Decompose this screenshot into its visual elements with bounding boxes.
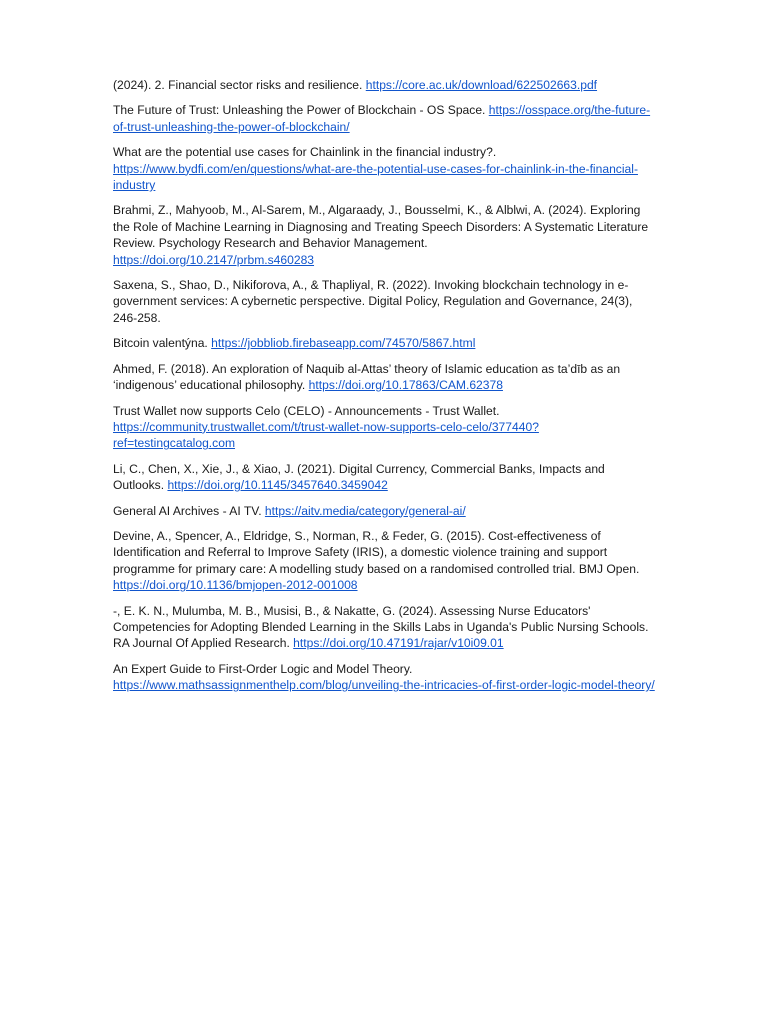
reference-text: An Expert Guide to First-Order Logic and Model Theory.: [113, 661, 413, 676]
reference-link[interactable]: https://osspace.org/the-future-of-trust-unleashing-the-power-of-blockchain/: [113, 103, 651, 134]
reference-entry: [113, 102, 658, 135]
reference-link[interactable]: https://community.trustwallet.com/t/trust-wallet-now-supports-celo-celo/377440?ref=testingcatalog.com: [113, 419, 539, 451]
reference-link[interactable]: https://doi.org/10.1136/bmjopen-2012-001008: [113, 578, 358, 593]
reference-entry: [113, 361, 658, 394]
reference-link[interactable]: https://aitv.media/category/general-ai/: [264, 503, 466, 518]
reference-text: What are the potential use cases for Chainlink in the financial industry?.: [113, 145, 497, 160]
reference-link[interactable]: https://www.mathsassignmenthelp.com/blog/unveiling-the-intricacies-of-first-order-logic-model-theory/: [113, 678, 655, 693]
reference-text: Saxena, S., Shao, D., Nikiforova, A., & Thapliyal, R. (2022). Invoking blockchain technology in e-government services: A cybernetic perspective. Digital Policy, Regulation and Governance, 24(3), 246-258.: [113, 278, 633, 325]
reference-entry: [113, 335, 658, 351]
reference-text: (2024). 2. Financial sector risks and resilience.: [113, 78, 366, 92]
reference-entry: [113, 603, 658, 652]
reference-link[interactable]: https://doi.org/10.2147/prbm.s460283: [113, 252, 315, 267]
reference-text: General AI Archives - AI TV.: [113, 503, 265, 518]
reference-entry: [113, 528, 658, 594]
reference-entry: [113, 77, 658, 93]
reference-text: Ahmed, F. (2018). An exploration of Naquib al-Attas’ theory of Islamic education as ta’dīb as an ‘indigenous’ educational philosophy.: [113, 361, 621, 393]
reference-link[interactable]: https://core.ac.uk/download/622502663.pdf: [365, 78, 598, 92]
reference-text: Brahmi, Z., Mahyoob, M., Al-Sarem, M., Algaraady, J., Bousselmi, K., & Alblwi, A. (2024). Exploring the Role of Machine Learning in Diagnosing and Treating Speech Disorders: A Systematic Literature Review. Psychology Research and Behavior Management.: [113, 203, 649, 251]
reference-text: -, E. K. N., Mulumba, M. B., Musisi, B., & Nakatte, G. (2024). Assessing Nurse Educators' Competencies for Adopting Blended Learning in the Skills Labs in Uganda's Public Nursing Schools. RA Journal Of Applied Research.: [113, 603, 649, 651]
reference-link[interactable]: https://doi.org/10.47191/rajar/v10i09.01: [293, 636, 504, 651]
reference-entry: [113, 461, 658, 494]
reference-link[interactable]: https://doi.org/10.1145/3457640.3459042: [167, 478, 388, 493]
reference-entry: [113, 503, 658, 519]
reference-text: Trust Wallet now supports Celo (CELO) - Announcements - Trust Wallet.: [113, 403, 500, 418]
reference-text: Devine, A., Spencer, A., Eldridge, S., Norman, R., & Feder, G. (2015). Cost-effectiveness of Identification and Referral to Improve Safety (IRIS), a domestic violence training and support programme for primary care: A modelling study based on a randomised controlled trial. BMJ Open.: [113, 528, 640, 576]
reference-text: Bitcoin valentýna.: [113, 336, 212, 351]
reference-link[interactable]: https://www.bydfi.com/en/questions/what-are-the-potential-use-cases-for-chainlink-in-the-financial-industry: [113, 161, 638, 193]
reference-text: Li, C., Chen, X., Xie, J., & Xiao, J. (2021). Digital Currency, Commercial Banks, Impacts and Outlooks.: [113, 461, 605, 493]
reference-entry: [113, 661, 658, 694]
reference-entry: [113, 403, 658, 452]
reference-entry: [113, 144, 658, 193]
reference-link[interactable]: https://doi.org/10.17863/CAM.62378: [308, 378, 503, 393]
reference-entry: [113, 202, 658, 268]
reference-link[interactable]: https://jobbliob.firebaseapp.com/74570/5867.html: [211, 336, 476, 351]
reference-text: The Future of Trust: Unleashing the Power of Blockchain - OS Space.: [113, 103, 489, 118]
reference-list: [113, 77, 658, 703]
reference-entry: [113, 277, 658, 326]
